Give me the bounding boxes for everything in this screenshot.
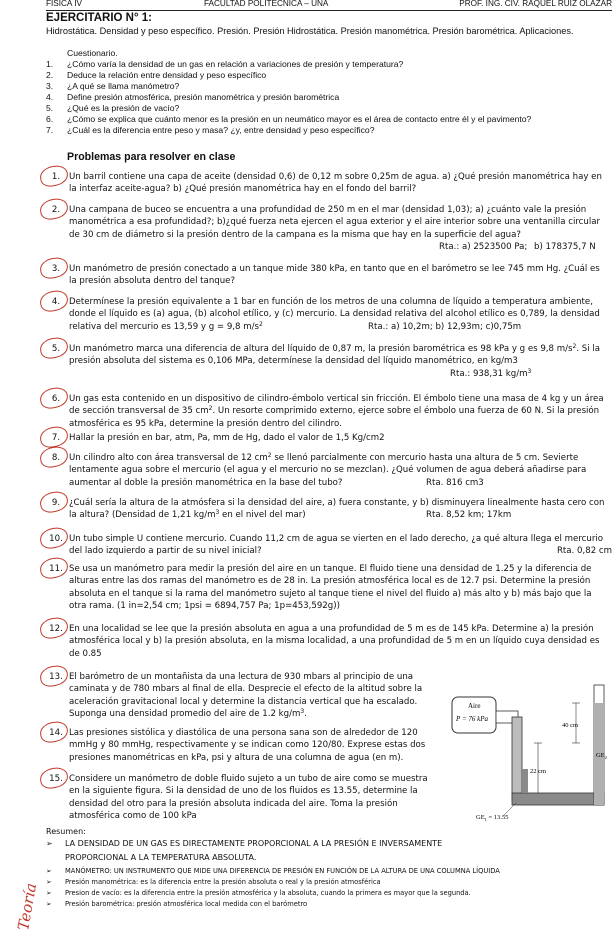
answer [450, 368, 531, 380]
line-text: en el nivel del mar) [219, 510, 306, 521]
document-title: EJERCITARIO N° 1: [46, 12, 152, 24]
manometer-figure [446, 681, 614, 829]
line-text: se llenó parcialmente con mercurio hasta una altura de 5 cm. Sevierte [271, 453, 579, 463]
problem-text [69, 432, 385, 444]
problem-text [69, 393, 604, 430]
questionnaire-label: Cuestionario. [67, 48, 118, 58]
bullet-arrow-icon: ➢ [46, 839, 53, 848]
handwritten-teoria: Teoría [14, 881, 41, 932]
problem-line: En una localidad se lee que la presión absoluta en agua a una profundidad de 5 m es de 145 kPa. Determine a) la presión [69, 624, 594, 634]
problem-number: 11. [49, 564, 63, 574]
answer-text: Rta.: a) 10,2m; b) 12,93m; c)0,75m [368, 321, 522, 332]
answer [426, 477, 484, 489]
problem-line: Un gas esta contenido en un dispositivo de cilindro-émbolo vertical sin fricción. El émbolo tiene una masa de 4 kg y un área [69, 394, 604, 404]
problem-line: la presión absoluta dentro del tanque? [69, 276, 236, 287]
problem-line: presión absoluta del sistema es 0,106 MPa, determínese la densidad del líquido manométrico, en kg/m3 [69, 356, 518, 367]
question-item [46, 70, 612, 81]
problem-line: Se usa un manómetro para medir la presión del aire en un tanque. El fluido tiene una densidad de 1.25 y la diferencia de [69, 564, 592, 574]
handwritten-note [4, 853, 41, 933]
summary-text: LA DENSIDAD DE UN GAS ES DIRECTAMENTE PROPORCIONAL A LA PRESIÓN E INVERSAMENTE [65, 839, 443, 848]
problem-line: manométrica a esa profundidad?; b)¿qué fuerza neta ejercen el agua exterior y el aire interior sobre una ventanilla circular [69, 217, 601, 228]
answer-text: Rta.: 938,31 kg/m [450, 368, 528, 379]
answer [557, 545, 612, 557]
problem-line: lentamente agua sobre el mercurio (el agua y el mercurio no se mezclan). ¿Qué volumen de agua deberá añadirse para [69, 465, 587, 476]
question-text: ¿Cómo se explica que cuánto menor es la presión en un neumático mayor es el área de contacto entre él y el pavimento? [67, 114, 532, 124]
problem-number: 6. [51, 394, 61, 404]
problem-number: 15. [49, 774, 63, 784]
question-item [46, 103, 612, 114]
problem-line: Un manómetro de presión conectado a un tanque mide 380 kPa, en tanto que en el barómetro se lee 745 mm Hg. ¿Cuál es [69, 264, 600, 274]
superscript: 3 [215, 509, 220, 517]
line-text: Un manómetro marca una diferencia de altura del líquido de 0,87 m, la presión barométrica es 98 kPa y g es 9,8 m/s [69, 344, 573, 354]
bullet-arrow-icon: ➢ [46, 900, 52, 908]
question-text: Define presión atmosférica, presión manométrica y presión barométrica [67, 92, 340, 102]
problem-text [69, 263, 600, 288]
problem-line: Un barril contiene una capa de aceite (densidad 0,6) de 0,12 m sobre 0,25m de agua. a) ¿Qué presión manométrica hay en [69, 172, 602, 182]
answer-a: Rta.: a) 2523500 Pa; [439, 241, 528, 252]
problem-text [69, 533, 603, 558]
problem-line: Considere un manómetro de doble fluido sujeto a un tubo de aire como se muestra [69, 774, 428, 784]
superscript: 3 [527, 367, 532, 375]
figure-ge1-label: $GE_1 = 13.55$ [476, 814, 509, 822]
question-number: 7. [46, 125, 54, 135]
question-item [46, 114, 612, 125]
problem-line [69, 343, 600, 355]
problem-line: absoluta en el tanque si la rama del manómetro sujeto al tanque tiene el nivel del fluido a) más alto y b) más bajo que la [69, 588, 592, 599]
line-text: relativa del mercurio es 13,59 y g = 9,8 m/s [69, 321, 259, 332]
problem-line: Determínese la presión equivalente a 1 bar en función de los metros de una columna de líquido a temperatura ambiente, [69, 297, 593, 307]
question-text: ¿Qué es la presión de vacío? [67, 103, 180, 113]
question-number: 2. [46, 70, 54, 80]
question-item [46, 125, 612, 136]
problem-number: 9. [51, 498, 61, 508]
problem-line [69, 452, 586, 464]
problem-line: atmosférica local y b) la presión absoluta, en la misma localidad, a una profundidad de 5 m en un líquido cuya densidad es [69, 636, 600, 647]
question-text: ¿Cómo varía la densidad de un gas en relación a variaciones de presión y temperatura? [67, 59, 404, 69]
problem-line: El barómetro de un montañista da una lectura de 930 mbars al principio de una [69, 672, 414, 682]
problem-number: 13. [49, 672, 63, 682]
header-course: FÍSICA IV [46, 0, 82, 8]
figure-dim-top: 40 cm [562, 722, 579, 729]
line-text: . [304, 708, 307, 719]
question-item [46, 59, 612, 70]
problem-number: 12. [49, 624, 63, 634]
question-item [46, 81, 612, 92]
answer-b: b) 178375,7 N [534, 241, 596, 252]
answer-text: Rta. 8,52 km; 17km [426, 510, 512, 521]
problem-text [69, 563, 591, 612]
superscript: 2 [258, 320, 263, 328]
line-text: Suponga una densidad promedio del aire de 1.2 kg/m [69, 708, 301, 719]
question-number: 6. [46, 114, 54, 124]
question-number: 5. [46, 103, 54, 113]
problem-line: alturas entre las dos ramas del manómetro es de 28 in. La presión atmosférica local es de 12.7 psi. Determine la presión [69, 576, 591, 587]
problem-line: aceleración gravitacional local y determine la distancia vertical que ha escalado. [69, 696, 418, 707]
problem-line: la interfaz aceite-agua? b) ¿Qué presión manométrica hay en el fondo del barril? [69, 184, 417, 195]
problem-line: Hallar la presión en bar, atm, Pa, mm de Hg, dado el valor de 1,5 Kg/cm2 [69, 433, 385, 443]
problem-line: Una campana de buceo se encuentra a una profundidad de 250 m en el mar (densidad 1,03); a) ¿cuánto vale la presión [69, 205, 587, 215]
line-text: la altura? (Densidad de 1,21 kg/m [69, 510, 216, 521]
problem-line: presiones manométricas en kPa, psi y altura de una columna de agua (en m). [69, 752, 404, 763]
header-divider [46, 10, 612, 11]
problems-title: Problemas para resolver en clase [67, 151, 236, 163]
problem-line: otra rama. (1 in=2,54 cm; 1psi = 6894,757 Pa; 1p=453,592g)) [69, 600, 340, 611]
answer-text: Rta. 816 cm3 [426, 477, 484, 488]
superscript: 2 [267, 452, 272, 459]
answer [426, 509, 511, 521]
problem-number: 8. [51, 453, 61, 463]
superscript: 3 [300, 707, 305, 715]
problem-text [69, 171, 602, 196]
figure-air-label: Aire [468, 702, 481, 710]
figure-dim-mid: 22 cm [530, 768, 547, 775]
problem-line [69, 708, 422, 720]
problem-line: atmosférica como de 100 kPa [69, 810, 197, 821]
problem-text [69, 727, 425, 764]
problem-text [69, 343, 600, 368]
problem-line: Un tubo simple U contiene mercurio. Cuando 11,2 cm de agua se vierten en el lado derecho, ¿a qué altura llega el mercurio [69, 534, 604, 544]
answer [368, 321, 521, 333]
problem-text [69, 497, 604, 522]
problem-line: caminata y de 780 mbars al final de ella. Desprecie el efecto de la altitud sobre la [69, 684, 423, 695]
question-number: 1. [46, 59, 54, 69]
problem-number: 10. [49, 534, 63, 544]
problem-text [69, 671, 422, 720]
problem-number: 4. [51, 297, 61, 307]
problem-number: 7. [51, 433, 61, 443]
question-number: 4. [46, 92, 54, 102]
question-text: Deduce la relación entre densidad y peso específico [67, 70, 267, 80]
summary-text: Presion de vacío: es la diferencia entre la presión atmosférica y la absoluta, cuando la primera es mayor que la segunda. [65, 889, 471, 897]
problem-line [69, 497, 604, 509]
summary-text: Presión barométrica: presión atmosférica local medida con el barómetro [65, 900, 308, 908]
problem-line: donde el líquido es (a) agua, (b) alcohol etílico, y (c) mercurio. La densidad relativa del alcohol etílico es 0,789, la densidad [69, 309, 600, 320]
problem-line: atmosférica es 95 kPa, determine la presión dentro del cilindro. [69, 418, 342, 429]
superscript: 2 [208, 405, 213, 413]
question-item [46, 92, 612, 103]
summary-text: MANÓMETRO: UN INSTRUMENTO QUE MIDE UNA DIFERENCIA DE PRESIÓN EN FUNCIÓN DE LA ALTURA DE UNA COLUMNA LÍQUIDA [65, 867, 500, 875]
figure-pressure-label: P = 76 kPa [456, 715, 489, 723]
problem-text [69, 623, 599, 660]
problem-line: Las presiones sistólica y diastólica de una persona sana son de alrededor de 120 [69, 728, 418, 738]
question-number: 3. [46, 81, 54, 91]
question-text: ¿A qué se llama manómetro? [67, 81, 180, 91]
bullet-arrow-icon: ➢ [46, 878, 52, 886]
bullet-arrow-icon: ➢ [46, 889, 52, 897]
problem-line: densidad del otro para la presión absoluta indicada del aire. Toma la presión [69, 798, 398, 809]
problem-line: aumentar al doble la presión manométrica en la base del tubo? [69, 477, 343, 488]
problem-line [69, 509, 604, 521]
line-text: Un cilindro alto con área transversal de 12 cm [69, 453, 268, 463]
problem-line: del lado izquierdo a partir de su nivel inicial? [69, 546, 262, 557]
figure-ge2-label: $GE_2$ [596, 752, 607, 760]
problem-number: 3. [51, 264, 61, 274]
problem-text [69, 452, 586, 489]
problem-line [69, 405, 604, 417]
header-faculty: FACULTAD POLITECNICA – UNA [204, 0, 329, 8]
summary-label: Resumen: [46, 827, 86, 836]
problem-text [69, 773, 428, 822]
answer-text: Rta. 0,82 cm [556, 546, 612, 557]
header-professor: PROF. ING. CIV. RAQUEL RUIZ OLAZAR [459, 0, 612, 8]
line-text: de sección transversal de 35 cm [69, 406, 209, 417]
summary-text: PROPORCIONAL A LA TEMPERATURA ABSOLUTA. [65, 853, 257, 862]
problem-number: 14. [49, 728, 63, 738]
line-text: ¿Cuál sería la altura de la atmósfera si la densidad del aire, a) fuera constante, y b) disminuyera linealmente hasta cero con [69, 498, 605, 508]
question-text: ¿Cuál es la diferencia entre peso y masa? ¿y, entre densidad y peso específico? [67, 125, 375, 135]
page-header [46, 0, 612, 10]
problem-text [69, 204, 600, 241]
questionnaire-list [46, 59, 612, 136]
problem-line: de 0.85 [69, 648, 102, 659]
superscript: 2 [572, 343, 577, 350]
problem-line: en la siguiente figura. Si la densidad de uno de los fluidos es 13.55, determine la [69, 786, 418, 797]
document-subtitle: Hidrostática. Densidad y peso específico. Presión. Presión Hidrostática. Presión manométrica. Presión barométrica. Aplicaciones. [46, 26, 574, 36]
problem-number: 2. [51, 205, 61, 215]
problem-number: 1. [51, 172, 61, 182]
line-text: . Si la [576, 344, 601, 354]
summary-text: Presión manométrica: es la diferencia entre la presión absoluta o real y la presión atmosférica [65, 878, 381, 886]
problem-number: 5. [51, 344, 61, 354]
line-text: . Un resorte comprimido externo, ejerce sobre el émbolo una fuerza de 60 N. Si la presión [212, 406, 600, 417]
problem-line: de 30 cm de diámetro si la presión dentro de la campana es la misma que hay en la superficie del agua? [69, 229, 521, 240]
problem-line: mmHg y 80 mmHg, respectivamente y se indican como 120/80. Exprese estas dos [69, 740, 426, 751]
bullet-arrow-icon: ➢ [46, 867, 52, 875]
